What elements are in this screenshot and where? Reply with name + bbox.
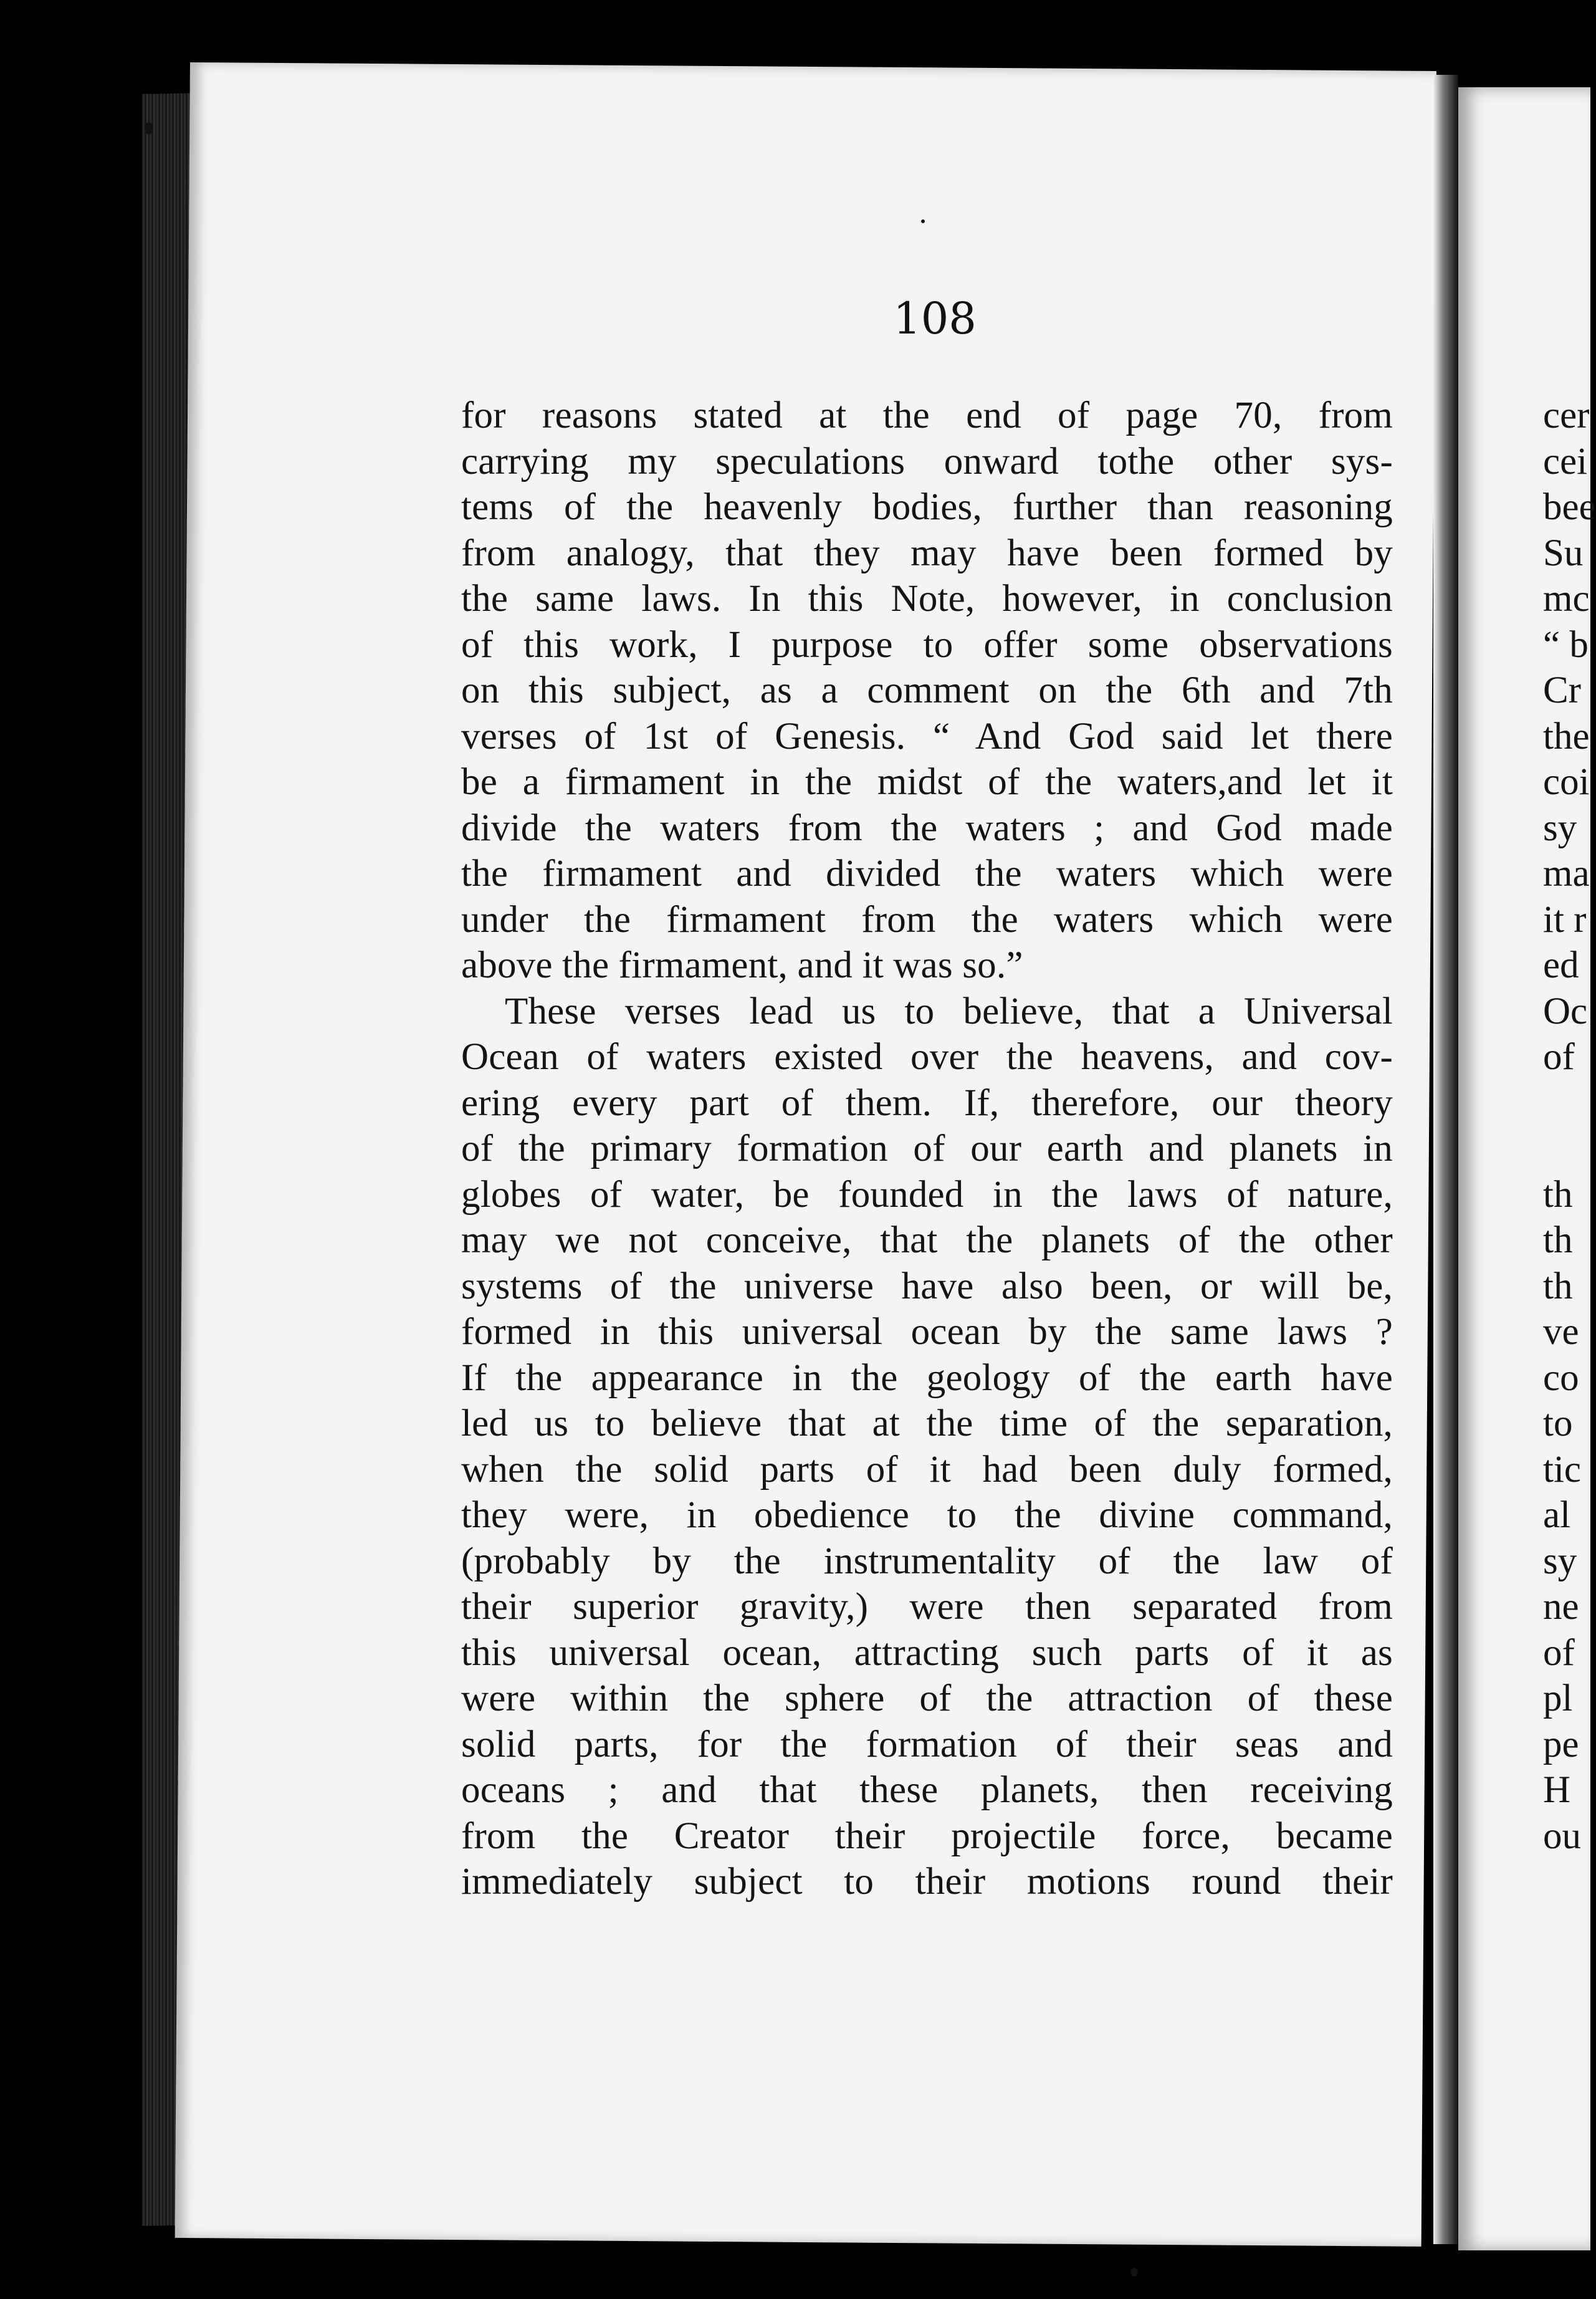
paragraph-gap: [1543, 1080, 1593, 1172]
paragraph-2: [461, 989, 1393, 1905]
fragment: “ b: [1543, 623, 1589, 666]
fragment: cei: [1543, 440, 1588, 482]
text-line: systems of the universe have also been, or will be,: [461, 1265, 1393, 1307]
text-line: led us to believe that at the time of the separation,: [461, 1403, 1393, 1444]
fragment: it r: [1543, 898, 1587, 941]
fragment: of: [1543, 1036, 1575, 1078]
paragraph-1: [461, 393, 1393, 989]
text-line: they were, in obedience to the divine command,: [461, 1494, 1393, 1536]
fragment: Cr: [1543, 670, 1581, 711]
text-line: of this work, I purpose to offer some observations: [461, 623, 1393, 666]
text-line: divide the waters from the waters ; and God made: [461, 807, 1393, 849]
text-line: from the Creator their projectile force, became: [461, 1815, 1393, 1857]
fragment: ed: [1543, 944, 1579, 986]
fragment: Su: [1543, 532, 1584, 574]
fragment: pl: [1543, 1677, 1573, 1719]
page-body-text: [461, 393, 1393, 1905]
ink-speck: [921, 219, 925, 223]
text-line: of the primary formation of our earth and planets in: [461, 1128, 1393, 1169]
fragment: Oc: [1543, 990, 1588, 1032]
text-line: tems of the heavenly bodies, further than reasoning: [461, 486, 1393, 528]
text-line: their superior gravity,) were then separated from: [461, 1586, 1393, 1628]
text-line: formed in this universal ocean by the same laws ?: [461, 1311, 1393, 1353]
text-line: Ocean of waters existed over the heavens, and cov-: [461, 1036, 1393, 1078]
text-line: oceans ; and that these planets, then receiving: [461, 1769, 1393, 1811]
fragment: sy: [1543, 807, 1577, 849]
fragment: th: [1543, 1173, 1573, 1216]
page-number: 108: [893, 293, 977, 344]
text-line: carrying my speculations onward tothe other sys-: [461, 440, 1393, 482]
text-line: These verses lead us to believe, that a Universal: [505, 990, 1393, 1032]
fragment: co: [1543, 1356, 1579, 1399]
text-line: under the firmament from the waters which were: [461, 898, 1393, 941]
ink-speck: [145, 122, 153, 135]
facing-page-text-fragments: [1543, 393, 1596, 1859]
fragment: pe: [1543, 1723, 1579, 1765]
book-gutter: [1433, 75, 1458, 2244]
fragment: ve: [1543, 1311, 1579, 1353]
fragment: mc: [1543, 578, 1590, 620]
text-line: solid parts, for the formation of their seas and: [461, 1723, 1393, 1765]
text-line: for reasons stated at the end of page 70, from: [461, 395, 1393, 436]
fragment: tic: [1543, 1448, 1581, 1490]
text-line: globes of water, be founded in the laws of nature,: [461, 1173, 1393, 1216]
fragment: of: [1543, 1631, 1575, 1674]
fragment: ou: [1543, 1815, 1581, 1857]
text-line: on this subject, as a comment on the 6th and 7th: [461, 670, 1393, 711]
text-line: when the solid parts of it had been duly formed,: [461, 1448, 1393, 1490]
text-line: were within the sphere of the attraction of these: [461, 1677, 1393, 1719]
text-line: (probably by the instrumentality of the law of: [461, 1540, 1393, 1582]
text-line: this universal ocean, attracting such parts of it as: [461, 1631, 1393, 1674]
fragment: to: [1543, 1403, 1573, 1444]
text-line: ering every part of them. If, therefore, our theory: [461, 1082, 1393, 1124]
fragment: ne: [1543, 1586, 1579, 1628]
text-line: from analogy, that they may have been formed by: [461, 532, 1393, 574]
text-line: above the firmament, and it was so.”: [461, 944, 1023, 986]
fragment: H: [1543, 1769, 1571, 1811]
text-line: immediately subject to their motions round their: [461, 1861, 1393, 1903]
text-line: the same laws. In this Note, however, in conclusion: [461, 578, 1393, 620]
fragment: al: [1543, 1494, 1571, 1536]
text-line: may we not conceive, that the planets of the other: [461, 1219, 1393, 1261]
text-line: the firmament and divided the waters which were: [461, 853, 1393, 895]
fragment: th: [1543, 1265, 1573, 1307]
fragment: bee: [1543, 486, 1596, 528]
fragment: sy: [1543, 1540, 1577, 1582]
fragment: the: [1543, 715, 1590, 757]
fragment: th: [1543, 1219, 1573, 1261]
fragment: coi: [1543, 761, 1590, 803]
fragment: cer: [1543, 395, 1590, 436]
text-line: If the appearance in the geology of the earth have: [461, 1356, 1393, 1399]
text-line: verses of 1st of Genesis. “ And God said let there: [461, 715, 1393, 757]
text-line: be a firmament in the midst of the waters,and let it: [461, 761, 1393, 803]
ink-speck: [1130, 2268, 1138, 2277]
fragment: ma: [1543, 853, 1590, 895]
